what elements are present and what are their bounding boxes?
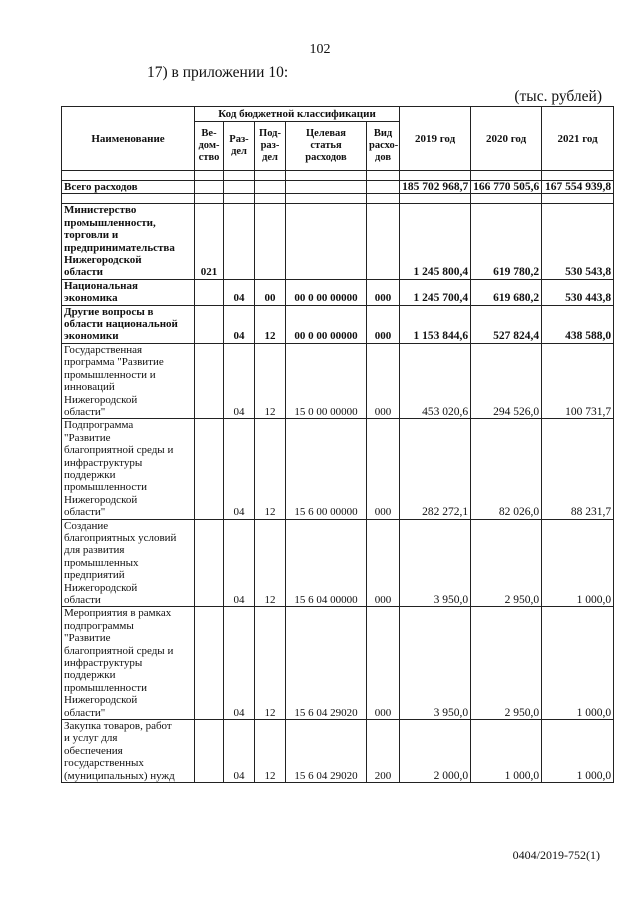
row-name: Мероприятия в рамках подпрограммы "Развитие благоприятной среды и инфраструктуры поддержки промышленности Нижегородской области": [62, 607, 195, 720]
row-2021: 530 543,8: [542, 204, 614, 279]
row-2020: 82 026,0: [471, 419, 542, 519]
row-2021: 1 000,0: [542, 720, 614, 783]
budget-table: [61, 106, 614, 783]
row-name: Другие вопросы в области национальной экономики: [62, 305, 195, 343]
header-expense-type: Вид расхо- дов: [367, 122, 400, 171]
row-2021: 100 731,7: [542, 343, 614, 418]
row-2019: 3 950,0: [400, 607, 471, 720]
row-2020: 2 950,0: [471, 519, 542, 607]
header-2021: 2021 год: [542, 107, 614, 171]
row-2020: 619 780,2: [471, 204, 542, 279]
row-expense-type: 200: [367, 720, 400, 783]
row-podrazdel: 12: [255, 720, 286, 783]
table-row: [62, 279, 614, 305]
row-razdel: 04: [224, 607, 255, 720]
row-2019: 1 153 844,6: [400, 305, 471, 343]
row-name: Подпрограмма "Развитие благоприятной среды и инфраструктуры поддержки промышленности Нижегородской области": [62, 419, 195, 519]
row-vedomstvo: [195, 720, 224, 783]
row-razdel: 04: [224, 419, 255, 519]
row-name: Государственная программа "Развитие промышленности и инноваций Нижегородской области": [62, 343, 195, 418]
row-podrazdel: 12: [255, 519, 286, 607]
row-name: Создание благоприятных условий для развития промышленных предприятий Нижегородской области: [62, 519, 195, 607]
header-podrazdel: Под- раз- дел: [255, 122, 286, 171]
row-vedomstvo: [195, 519, 224, 607]
row-target-article: 00 0 00 00000: [286, 279, 367, 305]
row-target-article: 00 0 00 00000: [286, 305, 367, 343]
total-2021: 167 554 939,8: [542, 181, 614, 194]
row-target-article: 15 6 00 00000: [286, 419, 367, 519]
row-target-article: 15 6 04 29020: [286, 607, 367, 720]
units-label: (тыс. рублей): [514, 88, 602, 105]
row-podrazdel: 12: [255, 343, 286, 418]
row-target-article: 15 6 04 29020: [286, 720, 367, 783]
row-name: Национальная экономика: [62, 279, 195, 305]
document-code: 0404/2019-752(1): [512, 848, 600, 862]
table-row: [62, 343, 614, 418]
row-2019: 453 020,6: [400, 343, 471, 418]
row-2019: 282 272,1: [400, 419, 471, 519]
spacer-row: [62, 171, 614, 181]
row-razdel: 04: [224, 343, 255, 418]
header-2019: 2019 год: [400, 107, 471, 171]
row-vedomstvo: [195, 419, 224, 519]
header-2020: 2020 год: [471, 107, 542, 171]
row-razdel: 04: [224, 305, 255, 343]
row-expense-type: 000: [367, 519, 400, 607]
table-row: [62, 204, 614, 279]
row-vedomstvo: [195, 305, 224, 343]
page-number: 102: [309, 42, 331, 57]
section-heading: 17) в приложении 10:: [147, 64, 289, 81]
row-name: Закупка товаров, работ и услуг для обеспечения государственных (муниципальных) нужд: [62, 720, 195, 783]
total-2019: 185 702 968,7: [400, 181, 471, 194]
row-2021: 88 231,7: [542, 419, 614, 519]
row-2019: 2 000,0: [400, 720, 471, 783]
row-podrazdel: 12: [255, 419, 286, 519]
row-vedomstvo: [195, 343, 224, 418]
row-razdel: 04: [224, 279, 255, 305]
row-expense-type: 000: [367, 279, 400, 305]
row-vedomstvo: [195, 607, 224, 720]
row-podrazdel: 00: [255, 279, 286, 305]
row-expense-type: [367, 204, 400, 279]
row-2020: 527 824,4: [471, 305, 542, 343]
row-razdel: 04: [224, 519, 255, 607]
total-label: Всего расходов: [62, 181, 195, 194]
table-row: [62, 419, 614, 519]
row-2019: 3 950,0: [400, 519, 471, 607]
row-2020: 2 950,0: [471, 607, 542, 720]
row-2021: 530 443,8: [542, 279, 614, 305]
row-vedomstvo: [195, 279, 224, 305]
header-target-article: Целевая статья расходов: [286, 122, 367, 171]
header-classification-group: Код бюджетной классификации: [195, 107, 400, 122]
row-2019: 1 245 700,4: [400, 279, 471, 305]
row-name: Министерство промышленности, торговли и предпринимательства Нижегородской области: [62, 204, 195, 279]
row-2019: 1 245 800,4: [400, 204, 471, 279]
row-2021: 438 588,0: [542, 305, 614, 343]
table-row: [62, 720, 614, 783]
row-expense-type: 000: [367, 343, 400, 418]
total-2020: 166 770 505,6: [471, 181, 542, 194]
row-razdel: [224, 204, 255, 279]
row-2020: 619 680,2: [471, 279, 542, 305]
header-name: Наименование: [62, 107, 195, 171]
table-body: [62, 171, 614, 783]
row-2021: 1 000,0: [542, 607, 614, 720]
table-row: [62, 607, 614, 720]
row-podrazdel: 12: [255, 607, 286, 720]
row-2021: 1 000,0: [542, 519, 614, 607]
row-vedomstvo: 021: [195, 204, 224, 279]
row-2020: 1 000,0: [471, 720, 542, 783]
row-expense-type: 000: [367, 305, 400, 343]
row-2020: 294 526,0: [471, 343, 542, 418]
table-row: [62, 305, 614, 343]
header-vedomstvo: Ве- дом- ство: [195, 122, 224, 171]
row-podrazdel: 12: [255, 305, 286, 343]
total-row: [62, 181, 614, 194]
row-expense-type: 000: [367, 419, 400, 519]
header-razdel: Раз- дел: [224, 122, 255, 171]
row-podrazdel: [255, 204, 286, 279]
row-razdel: 04: [224, 720, 255, 783]
row-target-article: 15 6 04 00000: [286, 519, 367, 607]
spacer-row: [62, 194, 614, 204]
row-target-article: 15 0 00 00000: [286, 343, 367, 418]
row-expense-type: 000: [367, 607, 400, 720]
row-target-article: [286, 204, 367, 279]
table-row: [62, 519, 614, 607]
